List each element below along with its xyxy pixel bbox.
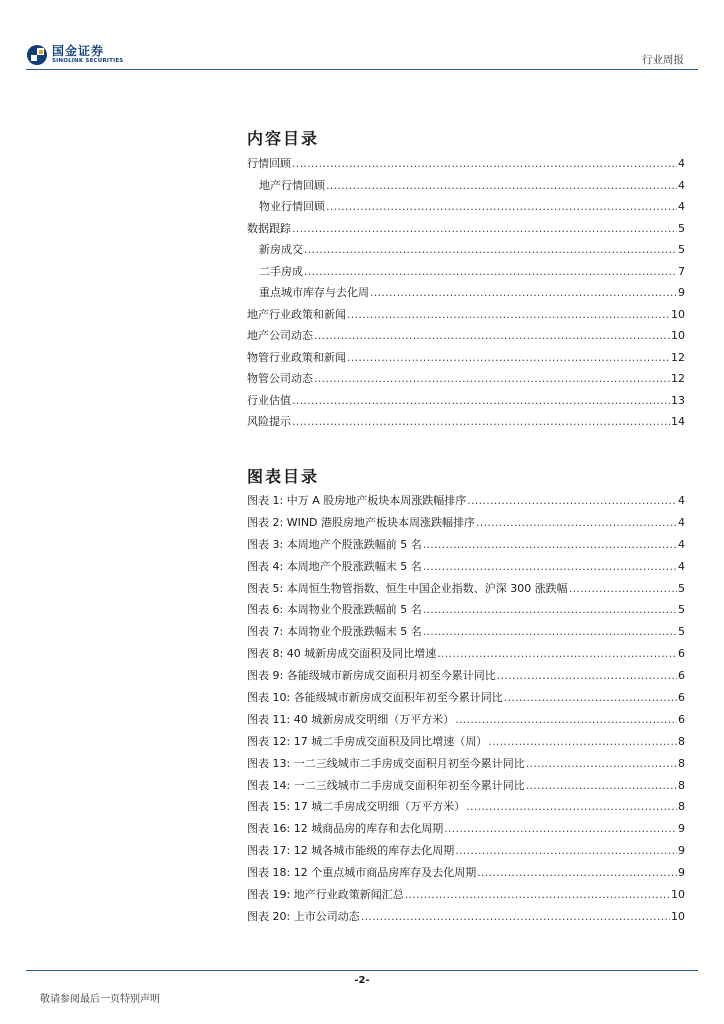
- figure-entry[interactable]: [247, 558, 685, 580]
- leader-dots: [292, 415, 670, 428]
- toc-entry[interactable]: [247, 220, 685, 242]
- toc-entry-label: 二手房成: [259, 264, 303, 278]
- toc-entry[interactable]: [247, 155, 685, 177]
- leader-dots: [526, 757, 677, 770]
- leader-dots: [497, 669, 677, 682]
- leader-dots: [326, 200, 677, 213]
- figure-entry[interactable]: [247, 492, 685, 514]
- leader-dots: [526, 779, 677, 792]
- toc-entry-label: 重点城市库存与去化周: [259, 286, 369, 299]
- toc-entry-page: 10: [671, 329, 685, 342]
- figure-entry-label: 图表 6: 本周物业个股涨跌幅前 5 名: [247, 603, 422, 617]
- figure-entry-page: 10: [671, 888, 685, 902]
- figure-entry-label: 图表 20: 上市公司动态: [247, 909, 360, 923]
- toc-entry[interactable]: [247, 327, 685, 349]
- figure-entry-label: 图表 10: 各能级城市新房成交面积年初至今累计同比: [247, 691, 503, 705]
- toc-entry-label: 行情回顾: [247, 157, 291, 170]
- figure-entry-page: 9: [678, 844, 685, 858]
- figure-entry-page: 4: [678, 559, 685, 573]
- leader-dots: [405, 888, 670, 901]
- toc-entry-page: 12: [671, 350, 685, 364]
- toc-entry-page: 4: [678, 157, 685, 170]
- report-type: 行业周报: [642, 54, 684, 66]
- toc-entry[interactable]: [247, 263, 685, 285]
- figure-entry[interactable]: [247, 820, 685, 842]
- toc-entry-label: 地产行业政策和新闻: [247, 307, 346, 321]
- figure-entry-label: 图表 19: 地产行业政策新闻汇总: [247, 888, 404, 902]
- figure-entry[interactable]: [247, 755, 685, 777]
- figure-entry[interactable]: [247, 798, 685, 820]
- figures-title: 图表目录: [247, 467, 320, 486]
- figure-entry-label: 图表 1: 中万 A 股房地产板块本周涨跌幅排序: [247, 494, 467, 507]
- figure-entry-label: 图表 4: 本周地产个股涨跌幅末 5 名: [247, 559, 422, 573]
- figure-entry[interactable]: [247, 777, 685, 799]
- page-number: -2-: [354, 975, 370, 986]
- figure-entry-page: 8: [678, 778, 685, 792]
- toc-entry-page: 13: [671, 393, 685, 407]
- figure-entry[interactable]: [247, 645, 685, 667]
- toc-entry[interactable]: [247, 370, 685, 392]
- toc-entry-page: 4: [678, 178, 685, 192]
- figure-entry-page: 4: [678, 515, 685, 529]
- figure-entry[interactable]: [247, 733, 685, 755]
- leader-dots: [292, 394, 670, 407]
- figures-list: [247, 492, 685, 930]
- figure-entry-label: 图表 11: 40 城新房成交明细（万平方米）: [247, 712, 455, 726]
- toc-entry-page: 5: [678, 243, 685, 256]
- figure-entry-label: 图表 8: 40 城新房成交面积及同比增速: [247, 647, 437, 661]
- leader-dots: [370, 286, 677, 299]
- figure-entry[interactable]: [247, 842, 685, 864]
- toc-title: 内容目录: [247, 129, 320, 148]
- figure-entry[interactable]: [247, 601, 685, 623]
- figure-entry-label: 图表 14: 一二三线城市二手房成交面积年初至今累计同比: [247, 778, 525, 792]
- leader-dots: [423, 625, 677, 638]
- figure-entry-page: 8: [678, 756, 685, 770]
- sinolink-logo-icon: [26, 44, 48, 66]
- figure-entry-label: 图表 18: 12 个重点城市商品房库存及去化周期: [247, 866, 477, 880]
- leader-dots: [467, 494, 677, 507]
- leader-dots: [455, 844, 677, 857]
- figure-entry-label: 图表 13: 一二三线城市二手房成交面积月初至今累计同比: [247, 756, 525, 770]
- figure-entry-page: 5: [678, 625, 685, 639]
- figure-entry-label: 图表 7: 本周物业个股涨跌幅末 5 名: [247, 625, 422, 639]
- leader-dots: [466, 800, 677, 813]
- figure-entry-label: 图表 17: 12 城各城市能级的库存去化周期: [247, 844, 455, 858]
- leader-dots: [423, 603, 677, 616]
- leader-dots: [314, 372, 670, 385]
- leader-dots: [476, 516, 677, 529]
- toc-entry-label: 行业估值: [247, 393, 291, 407]
- figure-entry[interactable]: [247, 886, 685, 908]
- figure-entry[interactable]: [247, 711, 685, 733]
- figure-entry[interactable]: [247, 667, 685, 689]
- leader-dots: [347, 308, 670, 321]
- figure-entry-page: 8: [678, 734, 685, 748]
- toc-entry-page: 9: [678, 286, 685, 299]
- figure-entry[interactable]: [247, 580, 685, 602]
- toc-entry-label: 物管公司动态: [247, 372, 313, 385]
- toc-entry[interactable]: [247, 413, 685, 435]
- logo-english-name: SINOLINK SECURITIES: [52, 58, 124, 65]
- toc-entry-page: 10: [671, 307, 685, 321]
- toc-entry[interactable]: [247, 241, 685, 263]
- toc-entry[interactable]: [247, 306, 685, 328]
- figure-entry[interactable]: [247, 623, 685, 645]
- figure-entry-label: 图表 12: 17 城二手房成交面积及同比增速（周）: [247, 734, 488, 748]
- figure-entry[interactable]: [247, 689, 685, 711]
- toc-entry[interactable]: [247, 349, 685, 371]
- leader-dots: [488, 735, 677, 748]
- leader-dots: [437, 647, 677, 660]
- leader-dots: [314, 329, 670, 342]
- leader-dots: [423, 538, 677, 551]
- toc-entry-page: 14: [671, 415, 685, 428]
- toc-list: [247, 155, 685, 435]
- leader-dots: [304, 265, 677, 278]
- leader-dots: [304, 243, 677, 256]
- leader-dots: [444, 822, 677, 835]
- leader-dots: [423, 560, 677, 573]
- figure-entry-label: 图表 16: 12 城商品房的库存和去化周期: [247, 822, 444, 836]
- leader-dots: [361, 910, 670, 923]
- figure-entry-page: 4: [678, 537, 685, 551]
- figure-entry-label: 图表 15: 17 城二手房成交明细（万平方米）: [247, 800, 466, 814]
- figure-entry-page: 9: [678, 866, 685, 880]
- toc-entry-label: 风险提示: [247, 415, 291, 428]
- figure-entry-label: 图表 5: 本周恒生物管指数、恒生中国企业指数、沪深 300 涨跌幅: [247, 581, 568, 595]
- logo-chinese-name: 国金证券: [52, 44, 105, 59]
- figure-entry-page: 6: [678, 647, 685, 661]
- leader-dots: [292, 157, 677, 170]
- leader-dots: [347, 351, 670, 364]
- leader-dots: [504, 691, 677, 704]
- toc-entry-label: 地产行情回顾: [259, 178, 325, 192]
- leader-dots: [477, 866, 677, 879]
- toc-entry-label: 物业行情回顾: [259, 200, 325, 213]
- leader-dots: [326, 179, 677, 192]
- toc-entry-label: 数据跟踪: [247, 221, 291, 235]
- figure-entry-page: 5: [678, 603, 685, 617]
- toc-entry-page: 5: [678, 221, 685, 235]
- figure-entry-page: 6: [678, 712, 685, 726]
- toc-entry-label: 新房成交: [259, 243, 303, 256]
- leader-dots: [455, 713, 677, 726]
- figure-entry-label: 图表 2: WIND 港股房地产板块本周涨跌幅排序: [247, 515, 476, 529]
- figure-entry-page: 6: [678, 669, 685, 683]
- toc-entry-label: 物管行业政策和新闻: [247, 350, 346, 364]
- figure-entry-page: 8: [678, 800, 685, 814]
- figure-entry-label: 图表 9: 各能级城市新房成交面积月初至今累计同比: [247, 669, 496, 683]
- figure-entry[interactable]: [247, 864, 685, 886]
- figure-entry[interactable]: [247, 514, 685, 536]
- toc-entry[interactable]: [247, 284, 685, 306]
- figure-entry-label: 图表 3: 本周地产个股涨跌幅前 5 名: [247, 537, 422, 551]
- leader-dots: [569, 582, 677, 595]
- header-divider: [26, 69, 698, 70]
- figure-entry-page: 10: [671, 909, 685, 923]
- figure-entry-page: 9: [678, 822, 685, 836]
- figure-entry[interactable]: [247, 908, 685, 930]
- toc-entry[interactable]: [247, 198, 685, 220]
- figure-entry-page: 5: [678, 581, 685, 595]
- figure-entry[interactable]: [247, 536, 685, 558]
- figure-entry-page: 6: [678, 691, 685, 705]
- footer-divider: [26, 970, 698, 971]
- company-logo: [26, 42, 123, 68]
- toc-entry-page: 7: [678, 264, 685, 278]
- disclaimer: 敬请参阅最后一页特别声明: [40, 994, 160, 1005]
- toc-entry[interactable]: [247, 177, 685, 199]
- figure-entry-page: 4: [678, 494, 685, 507]
- toc-entry-page: 4: [678, 200, 685, 213]
- toc-entry-page: 12: [671, 372, 685, 385]
- leader-dots: [292, 222, 677, 235]
- toc-entry[interactable]: [247, 392, 685, 414]
- toc-entry-label: 地产公司动态: [247, 329, 313, 342]
